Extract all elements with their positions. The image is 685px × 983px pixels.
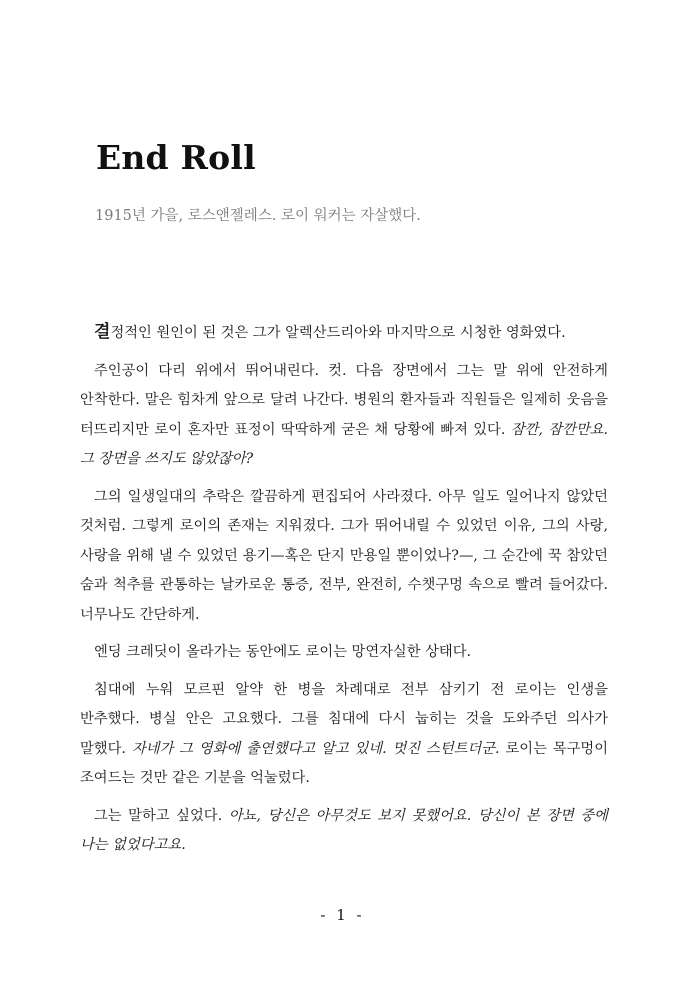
- paragraph-6-text: 그는 말하고 싶었다.: [94, 807, 229, 824]
- page-number: - 1 -: [320, 906, 365, 924]
- body-text: [80, 318, 608, 869]
- paragraph-5-after: 로이는 목구멍이 조여드는 것만 같은 기분을 억눌렀다.: [80, 740, 609, 786]
- paragraph-2-text: 주인공이 다리 위에서 뛰어내린다. 컷. 다음 장면에서 그는 말 위에 안전하게 안착한다. 말은 힘차게 앞으로 달려 나간다. 병원의 환자들과 직원들은 일제히 웃음을 터뜨리지만 로이 혼자만 표정이 딱딱하게 굳은 채 당황에 빠져 있다.: [80, 362, 608, 438]
- paragraph-4-text: 엔딩 크레딧이 올라가는 동안에도 로이는 망연자실한 상태다.: [94, 644, 472, 660]
- paragraph-5-italic: 자네가 그 영화에 출연했다고 알고 있네. 멋진 스턴트더군.: [131, 740, 500, 757]
- paragraph-5: [80, 676, 608, 794]
- paragraph-2: [80, 357, 608, 475]
- dropcap-letter: 결: [94, 322, 111, 342]
- paragraph-5-text: 침대에 누워 모르핀 알약 한 병을 차례대로 전부 삼키기 전 로이는 인생을 반추했다. 병실 안은 고요했다. 그를 침대에 다시 눕히는 것을 도와주던 의사가 말했다.: [80, 681, 608, 757]
- paragraph-4: [80, 638, 608, 668]
- paragraph-1-text: 정적인 원인이 된 것은 그가 알렉산드리아와 마지막으로 시청한 영화였다.: [110, 325, 566, 341]
- paragraph-3: [80, 483, 608, 631]
- chapter-subtitle: 1915년 가을, 로스앤젤레스. 로이 워커는 자살했다.: [95, 208, 421, 224]
- paragraph-3-text: 그의 일생일대의 추락은 깔끔하게 편집되어 사라졌다. 아무 일도 일어나지 않았던 것처럼. 그렇게 로이의 존재는 지워졌다. 그가 뛰어내릴 수 있었던 이유, 그의 사랑, 사랑을 위해 낼 수 있었던 용기—혹은 단지 만용일 뿐이었나?—, 그 순간에 꾹 참았던 숨과 척추를 관통하는 날카로운 통증, 전부, 완전히, 수챗구멍 속으로 빨려 들어갔다. 너무나도 간단하게.: [80, 488, 608, 623]
- paragraph-6: [80, 802, 608, 861]
- paragraph-2-italic: 잠깐, 잠깐만요. 그 장면을 쓰지도 않았잖아?: [80, 421, 608, 467]
- paragraph-1: [80, 318, 608, 349]
- paragraph-6-italic: 아뇨, 당신은 아무것도 보지 못했어요. 당신이 본 장면 중에 나는 없었다고요.: [80, 807, 608, 853]
- chapter-title: End Roll: [96, 138, 256, 177]
